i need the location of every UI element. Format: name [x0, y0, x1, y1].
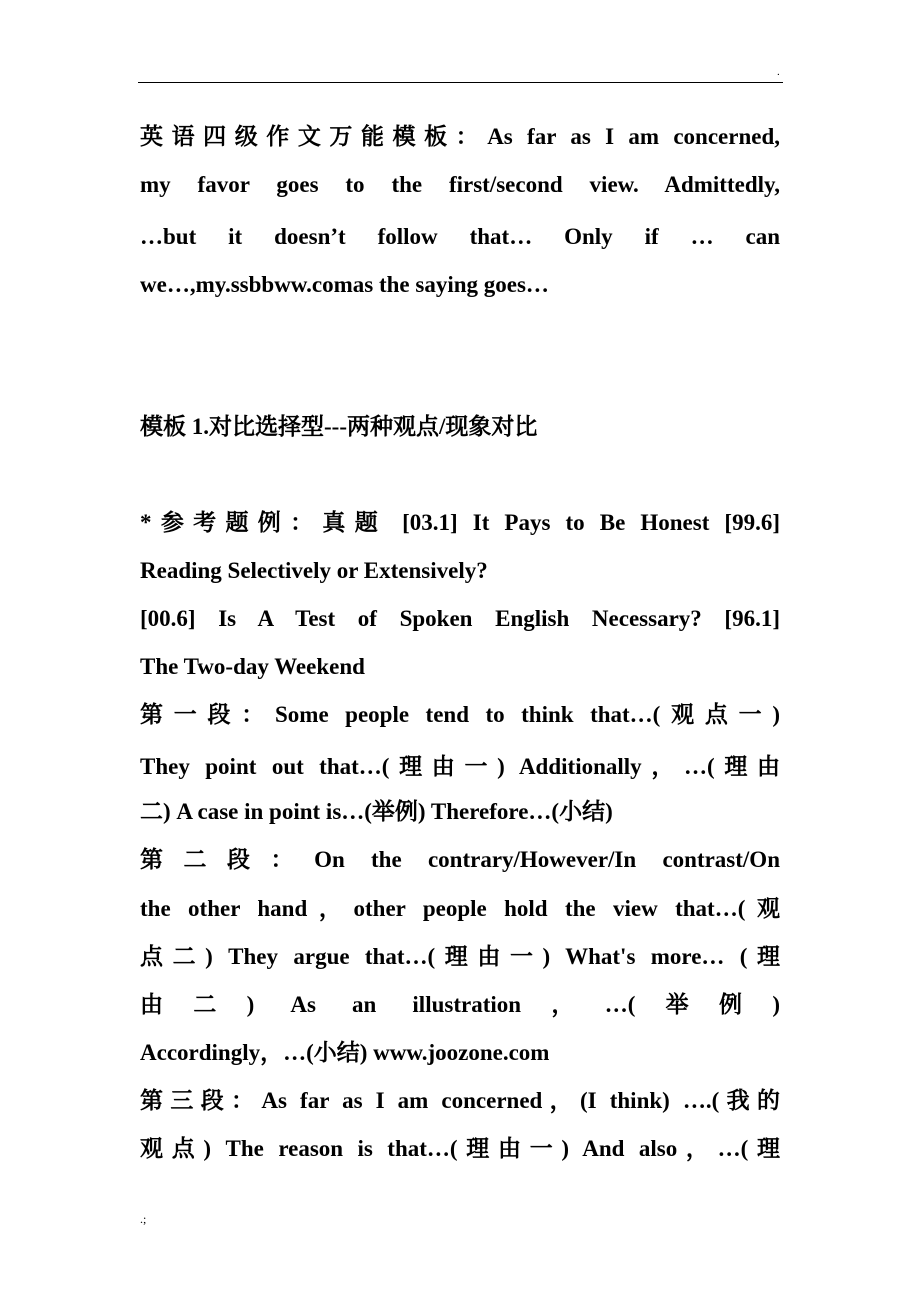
text-line: 英语四级作文万能模板：As far as I am concerned,: [140, 124, 780, 149]
text-line: 第一段：Some people tend to think that…(观点一): [140, 702, 780, 727]
text-line: my favor goes to the first/second view. Admittedly,: [140, 172, 780, 197]
text-line: 观点) The reason is that…(理由一) And also，…(理: [140, 1136, 780, 1161]
text-line: …but it doesn’t follow that… Only if … can: [140, 224, 780, 249]
text-line: 第三段：As far as I am concerned，(I think) ….(我的: [140, 1088, 780, 1113]
text-line: 二) A case in point is…(举例) Therefore…(小结): [140, 799, 613, 824]
footer-mark: .;: [140, 1212, 147, 1226]
text-line: 由二) As an illustration，…(举例): [140, 992, 780, 1017]
section-heading: 模板 1.对比选择型---两种观点/现象对比: [140, 414, 538, 439]
text-line: [00.6] Is A Test of Spoken English Necessary? [96.1]: [140, 606, 780, 631]
text-line: They point out that…(理由一) Additionally，…(理由: [140, 754, 780, 779]
text-line: Accordingly，…(小结) www.joozone.com: [140, 1040, 550, 1065]
text-line: 第二段：On the contrary/However/In contrast/On: [140, 847, 780, 872]
header-mark: .: [777, 66, 780, 78]
text-line: 点二) They argue that…(理由一) What's more… (理: [140, 944, 780, 969]
text-line: the other hand，other people hold the view that…(观: [140, 896, 780, 921]
text-line: *参考题例：真题 [03.1] It Pays to Be Honest [99.6]: [140, 510, 780, 535]
text-line: Reading Selectively or Extensively?: [140, 558, 488, 583]
header-rule: [138, 82, 783, 83]
text-line: we…,my.ssbbww.comas the saying goes…: [140, 272, 549, 297]
text-line: The Two-day Weekend: [140, 654, 365, 679]
